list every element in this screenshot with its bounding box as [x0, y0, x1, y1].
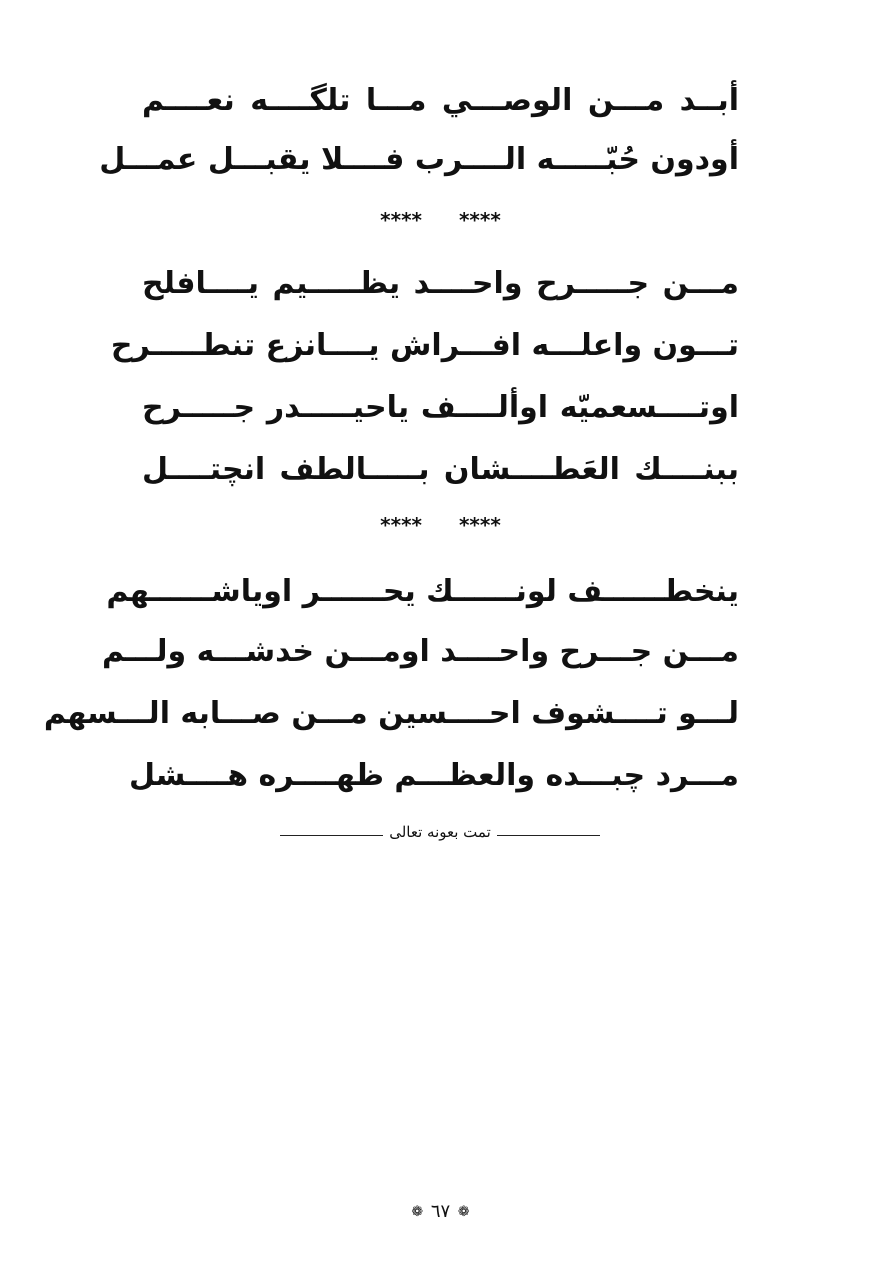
- verse-line-5: اوتــــسعميّه اوألــــف ياحيـــــدر جـــــرح: [142, 390, 739, 425]
- stanza-separator-2: **** ****: [380, 513, 501, 537]
- flower-ornament-icon: ❁: [457, 1204, 470, 1220]
- page-number: ٦٧: [430, 1201, 451, 1222]
- verse-line-6: ببنــــك العَطــــشان بـــــالطف انچتــــل: [142, 452, 739, 487]
- verse-line-3: مـــن جـــــرح واحــــد يظـــــيم يــــافلح: [142, 266, 739, 301]
- page-number-footer: [0, 1200, 881, 1224]
- verse-line-2: أودون حُبّـــــه الــــرب فــــلا يقبـــل عمـــل: [99, 142, 739, 177]
- verse-line-10: مـــرد چبـــده والعظـــم ظهــــره هــــشل: [128, 758, 739, 793]
- stanza-separator-1: **** ****: [380, 208, 501, 232]
- verse-line-9: لـــو تــــشوف احــــسين مـــن صـــابه الـــسهم: [43, 696, 739, 731]
- flower-ornament-icon: ❁: [411, 1204, 424, 1220]
- verse-line-4: تـــون واعلـــه افـــراش يــــانزع تنطـــــرح: [110, 328, 739, 363]
- end-mark: [280, 820, 600, 844]
- verse-line-1: أبــد مـــن الوصـــي مـــا تلگــــه نعــــم: [142, 83, 739, 118]
- verse-line-7: ينخطــــــف لونــــــك يحــــــر اوياشــــــهم: [106, 574, 739, 609]
- end-line-right: [497, 835, 600, 836]
- end-text: تمت بعونه تعالى: [389, 823, 491, 841]
- verse-line-8: مـــن جـــرح واحــــد اومـــن خدشـــه ولـــم: [102, 634, 739, 669]
- end-line-left: [280, 835, 383, 836]
